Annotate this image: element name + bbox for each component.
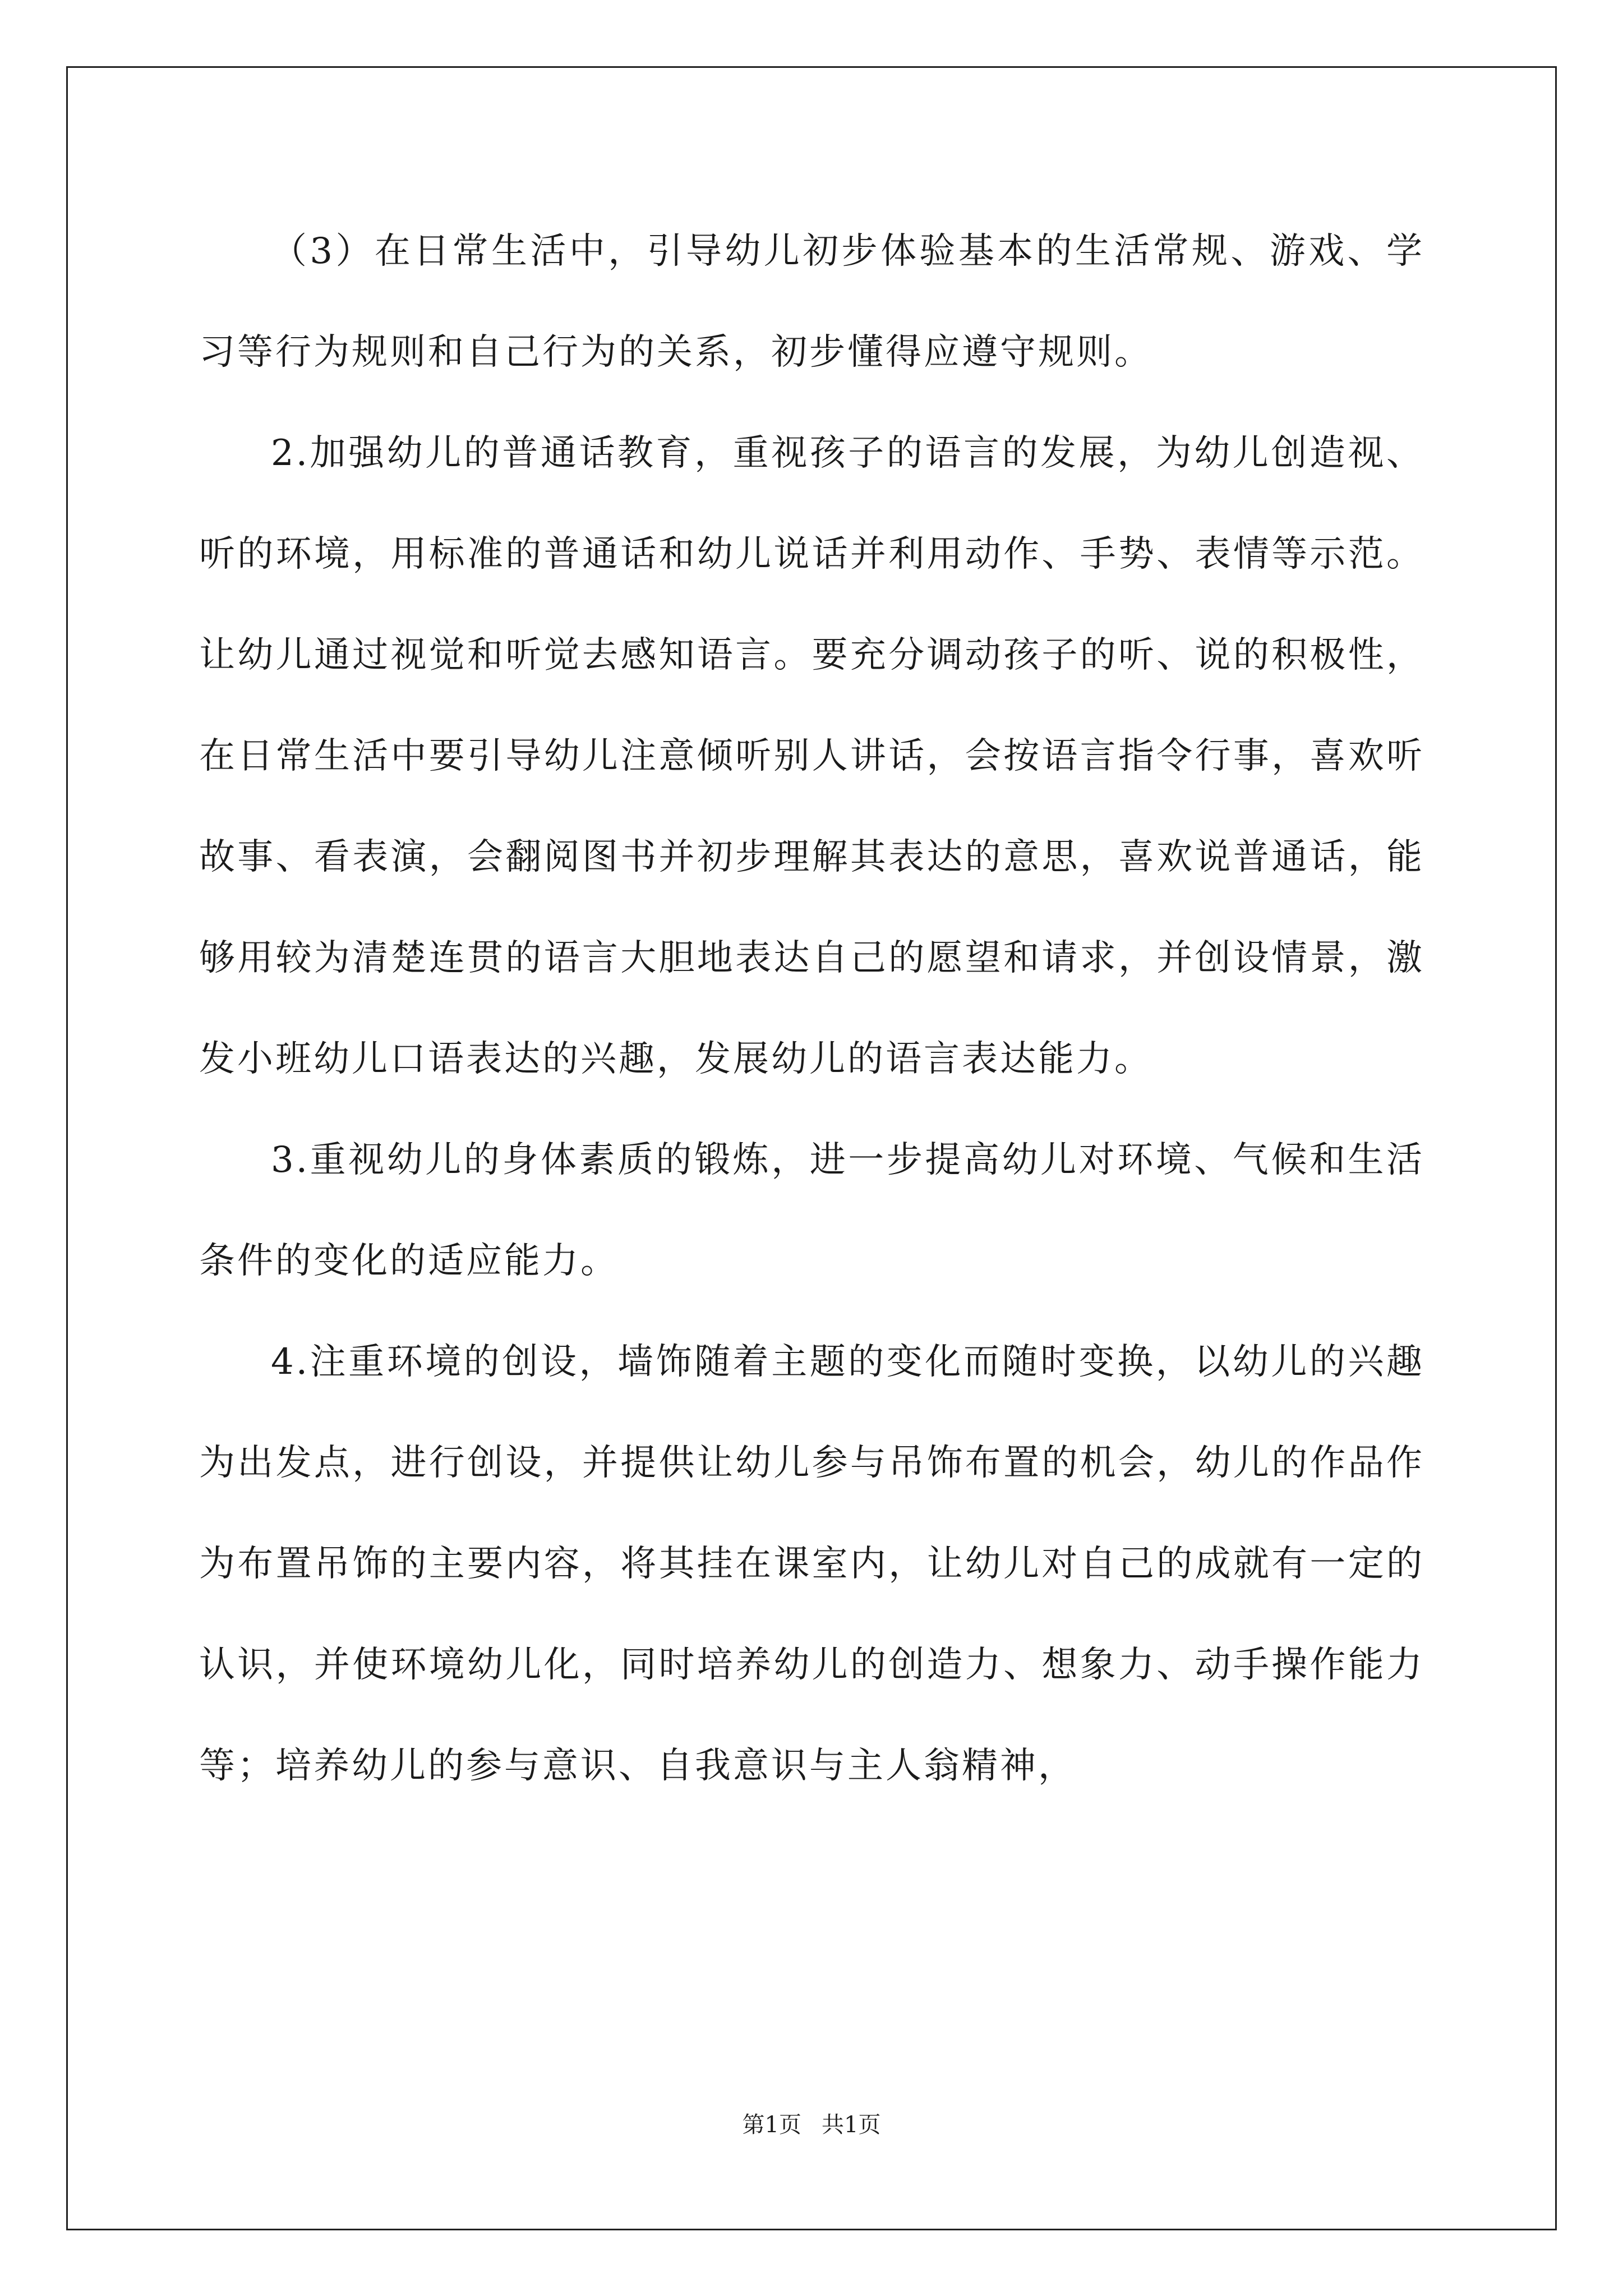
paragraph-physical: 3.重视幼儿的身体素质的锻炼，进一步提高幼儿对环境、气候和生活条件的变化的适应能力。	[199, 1139, 1424, 1282]
page-number-total: 共1页	[822, 2112, 881, 2138]
document-body	[199, 201, 1424, 1816]
paragraph-rules: （3）在日常生活中，引导幼儿初步体验基本的生活常规、游戏、学习等行为规则和自己行为的关系，初步懂得应遵守规则。	[199, 231, 1424, 373]
page-footer	[0, 2108, 1623, 2142]
paragraph-environment: 4.注重环境的创设，墙饰随着主题的变化而随时变换，以幼儿的兴趣为出发点，进行创设，并提供让幼儿参与吊饰布置的机会，幼儿的作品作为布置吊饰的主要内容，将其挂在课室内，让幼儿对自己的成就有一定的认识，并使环境幼儿化，同时培养幼儿的创造力、想象力、动手操作能力等；培养幼儿的参与意识、自我意识与主人翁精神，	[199, 1341, 1424, 1787]
page-number-current: 第1页	[742, 2112, 801, 2138]
paragraph-language: 2.加强幼儿的普通话教育，重视孩子的语言的发展，为幼儿创造视、听的环境，用标准的普通话和幼儿说话并利用动作、手势、表情等示范。让幼儿通过视觉和听觉去感知语言。要充分调动孩子的听、说的积极性，在日常生活中要引导幼儿注意倾听别人讲话，会按语言指令行事，喜欢听故事、看表演，会翻阅图书并初步理解其表达的意思，喜欢说普通话，能够用较为清楚连贯的语言大胆地表达自己的愿望和请求，并创设情景，激发小班幼儿口语表达的兴趣，发展幼儿的语言表达能力。	[199, 432, 1424, 1080]
